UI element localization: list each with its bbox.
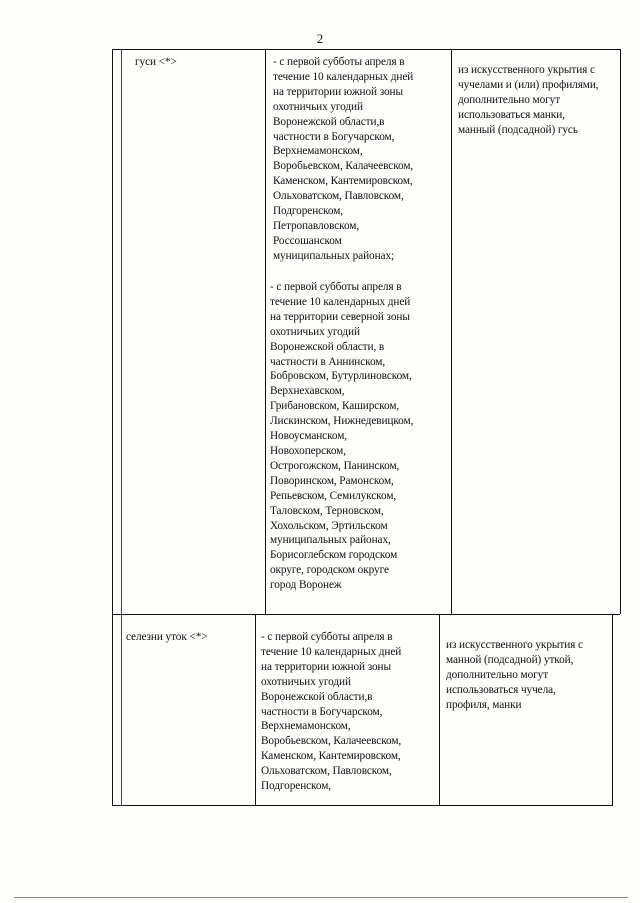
column-divider-1-upper bbox=[265, 49, 266, 614]
table-border-left bbox=[112, 49, 113, 806]
column-divider-2-upper bbox=[451, 49, 452, 614]
table-border-bottom bbox=[113, 805, 613, 806]
row1-terms-north: - с первой субботы апреля в течение 10 календарных дней на территории северной зоны охотничьих угодий Воронежской области, в частности в Аннинском, Бобровском, Бутурлиновском, Верхнехавском, Грибановском, Каширском, Лискинском, Нижнедевицком, Новоусманском, Новохоперском, Острогожском, Панинском, Поворинском, Рамонском, Репьевском, Семилукском, Таловском, Терновском, Хохольском, Эртильском муниципальных районах, Борисоглебском городском округе, городском округе город Воронеж bbox=[270, 281, 414, 592]
row1-method: из искусственного укрытия с чучелами и (или) профилями, дополнительно могут использоваться манки, манный (подсадной) гусь bbox=[458, 64, 599, 136]
scan-bottom-edge bbox=[14, 897, 628, 898]
row2-terms-south: - с первой субботы апреля в течение 10 календарных дней на территории южной зоны охотничьих угодий Воронежской области,в частности в Богучарском, Верхнемамонском, Воробьевском, Калачеевском, Каменском, Кантемировском, Ольховатском, Павловском, Подгоренском, bbox=[261, 631, 402, 793]
page-number: 2 bbox=[316, 31, 324, 46]
table-border-right-upper bbox=[620, 49, 621, 614]
table-border-right-lower bbox=[612, 614, 613, 805]
table-margin-line bbox=[121, 49, 122, 806]
row-divider bbox=[113, 614, 620, 615]
table-border-top bbox=[113, 49, 620, 50]
row2-species: селезни уток <*> bbox=[126, 631, 208, 643]
row2-method: из искусственного укрытия с манной (подсадной) уткой, дополнительно могут использоваться чучела, профиля, манки bbox=[446, 639, 583, 711]
column-divider-2-lower bbox=[439, 614, 440, 805]
row1-species: гуси <*> bbox=[135, 56, 177, 68]
row1-terms-south: - с первой субботы апреля в течение 10 календарных дней на территории южной зоны охотничьих угодий Воронежской области,в частности в Богучарском, Верхнемамонском, Воробьевском, Калачеевском, Каменском, Кантемировском, Ольховатском, Павловском, Подгоренском, Петропавловском, Россошанском муниципальных районах; bbox=[273, 56, 414, 262]
column-divider-1-lower bbox=[255, 614, 256, 805]
